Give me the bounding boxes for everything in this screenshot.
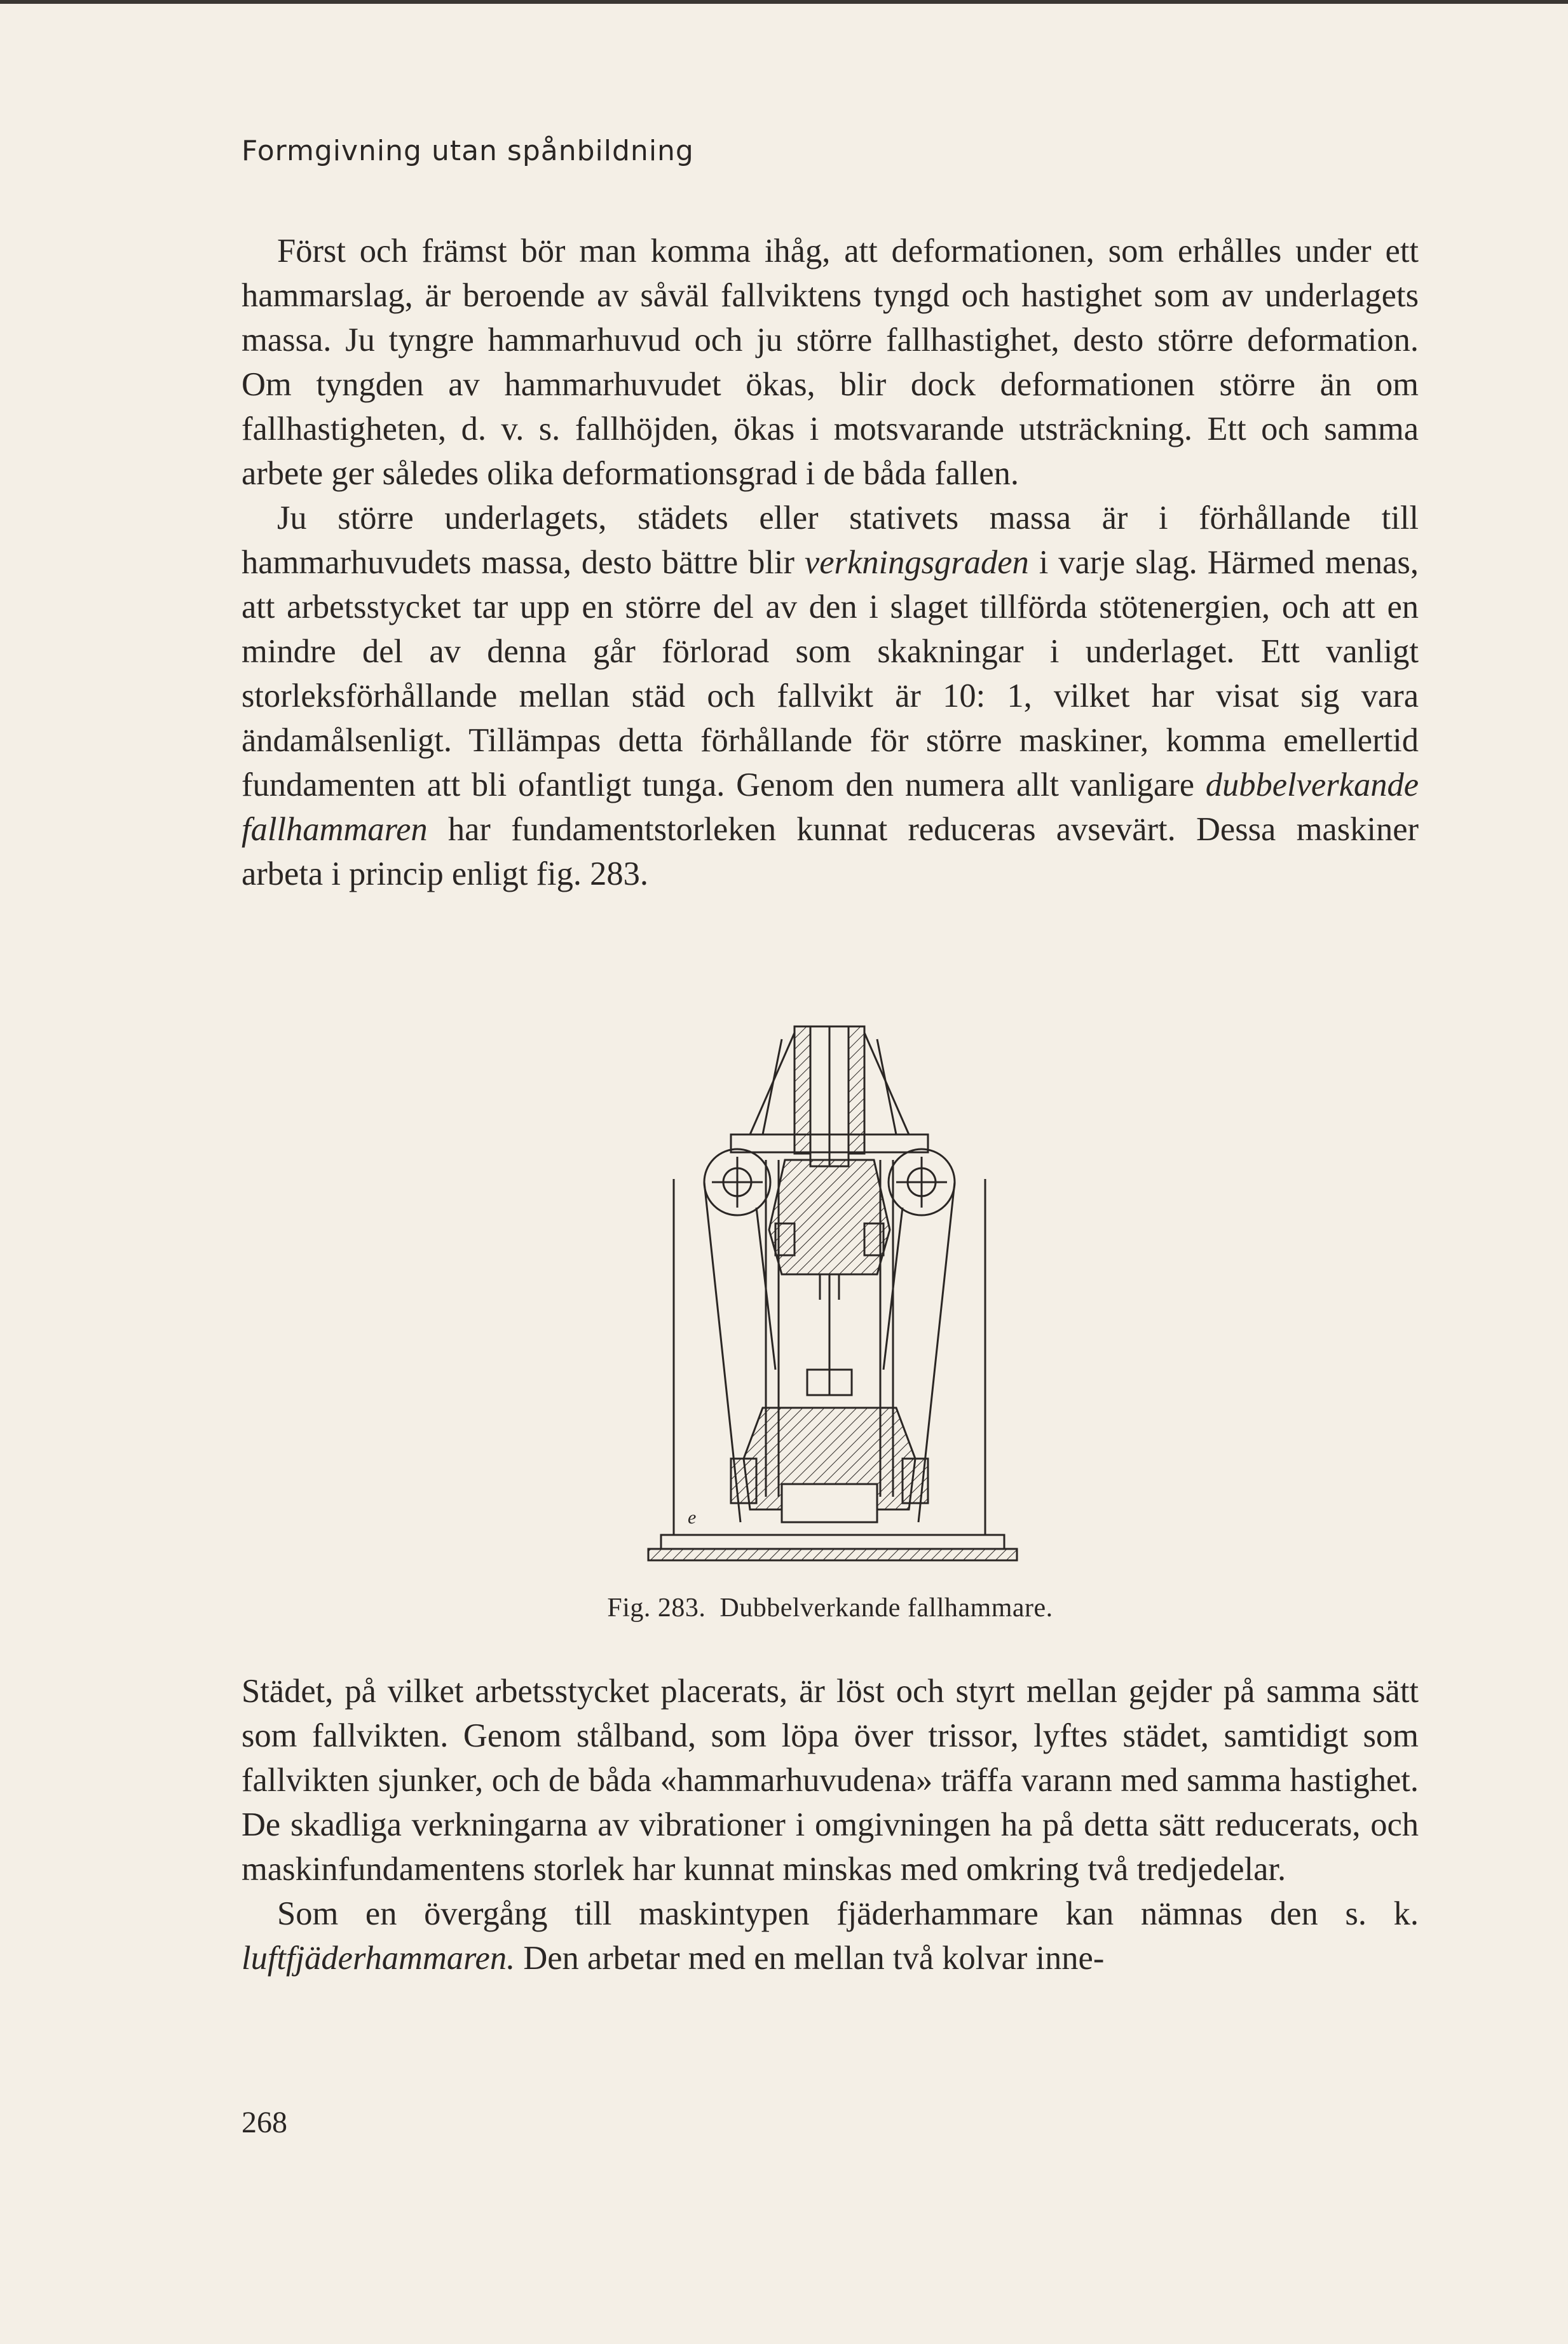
text-block-bottom	[242, 1669, 1419, 1980]
running-header: Formgivning utan spånbildning	[242, 135, 694, 167]
falling-weight	[769, 1160, 890, 1274]
top-border-rule	[0, 0, 1568, 4]
page-number: 268	[242, 2106, 287, 2139]
emphasis-term: verkningsgraden	[804, 544, 1029, 581]
paragraph-text: Den arbetar med en mellan två kolvar inne-	[523, 1940, 1105, 1977]
paragraph-text: Ju större underlagets, städets eller stativets massa är i förhållande till hammarhuvudets massa, desto bättre blir	[242, 500, 1419, 581]
paragraph-text: Som en övergång till maskintypen fjäderhammare kan nämnas den s. k.	[277, 1895, 1419, 1932]
emphasis-term: luftfjäderhammaren.	[242, 1940, 515, 1977]
label-e: e	[688, 1507, 697, 1528]
text-block-top	[242, 229, 1419, 896]
paragraph-air-spring	[242, 1891, 1419, 1980]
paragraph-text: har fundamentstorleken kunnat reduceras avsevärt. Dessa maskiner arbeta i princip enligt fig. 283.	[242, 811, 1419, 892]
foundation-base	[661, 1535, 1004, 1549]
paragraph-deformation	[242, 229, 1419, 496]
figure-drop-hammer-drawing	[636, 1014, 1042, 1586]
figure-label: Fig. 283.	[607, 1593, 706, 1623]
paragraph-efficiency	[242, 496, 1419, 896]
paragraph-anvil	[242, 1669, 1419, 1891]
figure-caption	[242, 1593, 1419, 1623]
drop-hammer-illustration	[636, 1014, 1042, 1586]
paragraph-text: Först och främst bör man komma ihåg, att deformationen, som erhålles under ett hammarslag, är beroende av såväl fallviktens tyngd och hastighet som av underlagets massa. Ju tyngre hammarhuvud och ju större fallhastighet, desto större deformation. Om tyngden av hammarhuvudet ökas, blir dock deformationen större än om fallhastigheten, d. v. s. fallhöjden, ökas i motsvarande utsträckning. Ett och samma arbete ger således olika deformationsgrad i de båda fallen.	[242, 233, 1419, 492]
emphasis-term: dubbelverkande fallhammaren	[242, 767, 1419, 848]
figure-caption-text: Dubbelverkande fallhammare.	[719, 1593, 1053, 1623]
paragraph-text: Städet, på vilket arbetsstycket placerats, är löst och styrt mellan gejder på samma sätt som fallvikten. Genom stålband, som löpa över trissor, lyftes städet, samtidigt som fallvikten sjunker, och de båda «hammarhuvudena» träffa varann med samma hastighet. De skadliga verkningarna av vibrationer i omgivningen ha på detta sätt reducerats, och maskinfundamentens storlek har kunnat minskas med omkring två tredjedelar.	[242, 1673, 1419, 1888]
paragraph-text: i varje slag. Härmed menas, att arbetsstycket tar upp en större del av den i slaget tillförda stötenergien, och att en mindre del av denna går förlorad som skakningar i underlaget. Ett vanligt storleksförhållande mellan städ och fallvikt är 10: 1, vilket har visat sig vara ändamålsenligt. Tillämpas detta förhållande för större maskiner, komma emellertid fundamenten att bli ofantligt tunga. Genom den numera allt vanligare	[242, 544, 1419, 803]
